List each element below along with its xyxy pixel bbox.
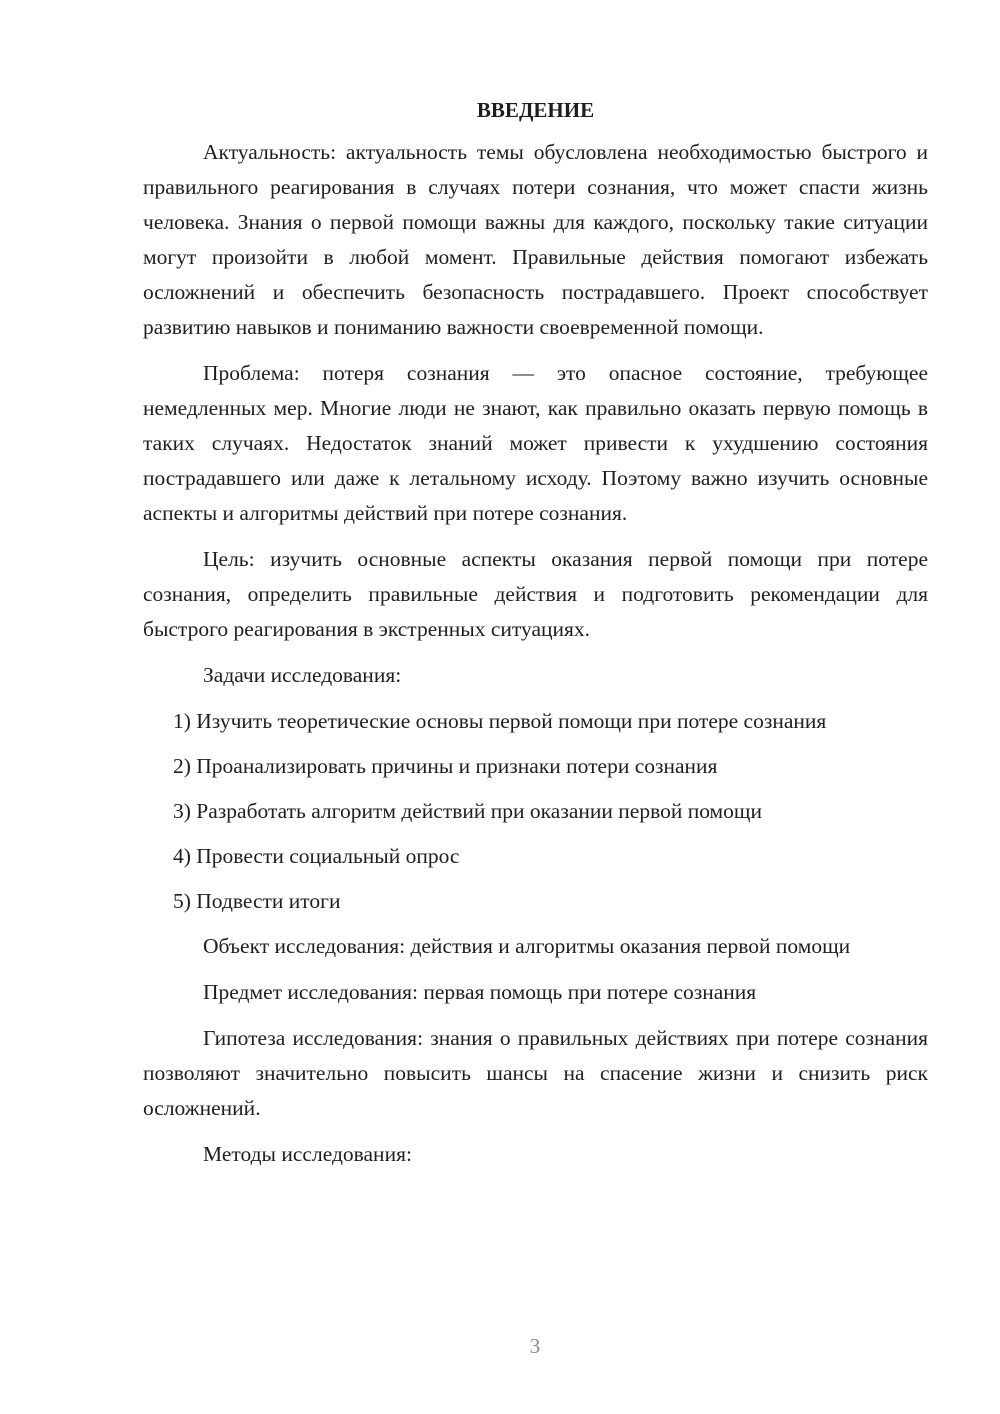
task-item: 2) Проанализировать причины и признаки потери сознания bbox=[173, 754, 718, 778]
task-item: 4) Провести социальный опрос bbox=[173, 844, 460, 868]
document-page bbox=[143, 96, 928, 1183]
page-title: ВВЕДЕНИЕ bbox=[476, 98, 595, 122]
task-item: 5) Подвести итоги bbox=[173, 889, 341, 913]
page-number: 3 bbox=[529, 1334, 541, 1358]
task-item: 3) Разработать алгоритм действий при оказании первой помощи bbox=[173, 799, 762, 823]
subject-paragraph: Предмет исследования: первая помощь при потере сознания bbox=[203, 980, 757, 1004]
relevance-paragraph: Актуальность: актуальность темы обусловлена необходимостью быстрого и правильного реагирования в случаях потери сознания, что может спасти жизнь человека. Знания о первой помощи важны для каждого, поскольку такие ситуации могут произойти в любой момент. Правильные действия помогают избежать осложнений и обеспечить безопасность пострадавшего. Проект способствует развитию навыков и пониманию важности своевременной помощи. bbox=[143, 140, 928, 339]
task-item: 1) Изучить теоретические основы первой помощи при потере сознания bbox=[173, 709, 827, 733]
goal-paragraph: Цель: изучить основные аспекты оказания первой помощи при потере сознания, определить правильные действия и подготовить рекомендации для быстрого реагирования в экстренных ситуациях. bbox=[143, 547, 928, 641]
problem-paragraph: Проблема: потеря сознания — это опасное состояние, требующее немедленных мер. Многие люди не знают, как правильно оказать первую помощь в таких случаях. Недостаток знаний может привести к ухудшению состояния пострадавшего или даже к летальному исходу. Поэтому важно изучить основные аспекты и алгоритмы действий при потере сознания. bbox=[143, 361, 928, 525]
methods-heading: Методы исследования: bbox=[203, 1142, 412, 1166]
hypothesis-paragraph: Гипотеза исследования: знания о правильных действиях при потере сознания позволяют значительно повысить шансы на спасение жизни и снизить риск осложнений. bbox=[143, 1026, 928, 1120]
task-list bbox=[143, 704, 928, 919]
tasks-heading: Задачи исследования: bbox=[203, 663, 402, 687]
object-paragraph: Объект исследования: действия и алгоритмы оказания первой помощи bbox=[203, 934, 851, 958]
